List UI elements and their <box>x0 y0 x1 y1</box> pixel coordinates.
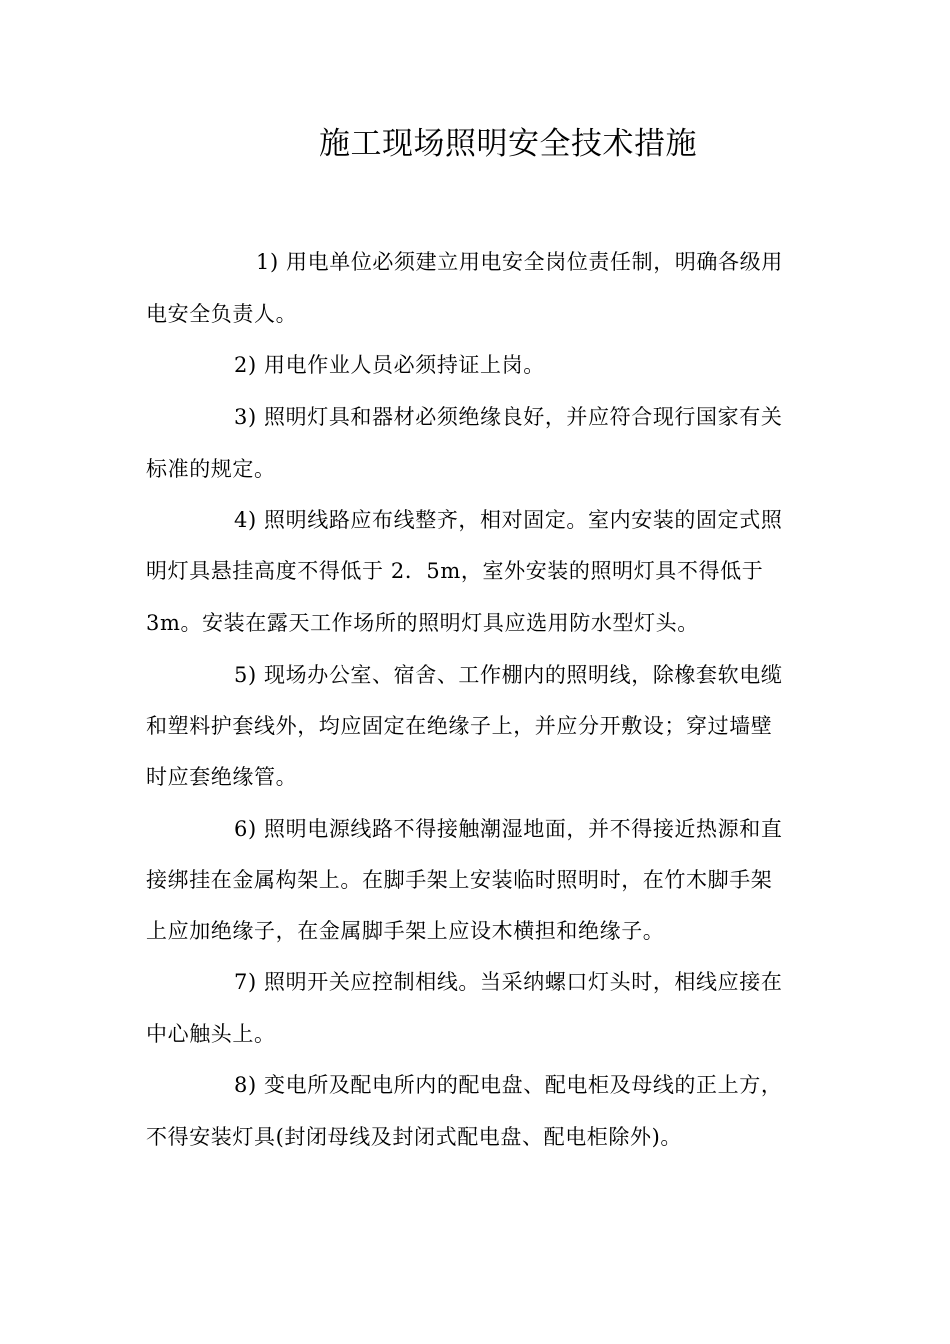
paragraph-1-line-2: 电安全负责人。 <box>146 302 298 326</box>
paragraph-4-line-1: 4) 照明线路应布线整齐，相对固定。室内安装的固定式照 <box>234 508 783 532</box>
paragraph-6-line-3: 上应加绝缘子，在金属脚手架上应设木横担和绝缘子。 <box>146 919 665 943</box>
paragraph-6-line-2: 接绑挂在金属构架上。在脚手架上安装临时照明时，在竹木脚手架 <box>146 868 773 892</box>
document-title: 施工现场照明安全技术措施 <box>319 126 697 162</box>
paragraph-5-line-3: 时应套绝缘管。 <box>146 765 298 789</box>
paragraph-3-line-1: 3) 照明灯具和器材必须绝缘良好，并应符合现行国家有关 <box>234 405 783 429</box>
paragraph-4-line-2: 明灯具悬挂高度不得低于 2．5m，室外安装的照明灯具不得低于 <box>146 559 764 583</box>
paragraph-4-line-3: 3m。安装在露天工作场所的照明灯具应选用防水型灯头。 <box>146 611 699 635</box>
paragraph-1-line-1: 1) 用电单位必须建立用电安全岗位责任制，明确各级用 <box>256 250 783 274</box>
paragraph-8-line-2: 不得安装灯具(封闭母线及封闭式配电盘、配电柜除外)。 <box>146 1125 682 1149</box>
paragraph-7-line-2: 中心触头上。 <box>146 1022 276 1046</box>
paragraph-5-line-2: 和塑料护套线外，均应固定在绝缘子上，并应分开敷设；穿过墙壁 <box>146 714 773 738</box>
paragraph-6-line-1: 6) 照明电源线路不得接触潮湿地面，并不得接近热源和直 <box>234 817 783 841</box>
paragraph-5-line-1: 5) 现场办公室、宿舍、工作棚内的照明线，除橡套软电缆 <box>234 663 783 687</box>
paragraph-2-line-1: 2) 用电作业人员必须持证上岗。 <box>234 353 545 377</box>
paragraph-7-line-1: 7) 照明开关应控制相线。当采纳螺口灯头时，相线应接在 <box>234 970 783 994</box>
paragraph-3-line-2: 标准的规定。 <box>146 457 276 481</box>
paragraph-8-line-1: 8) 变电所及配电所内的配电盘、配电柜及母线的正上方， <box>234 1073 783 1097</box>
